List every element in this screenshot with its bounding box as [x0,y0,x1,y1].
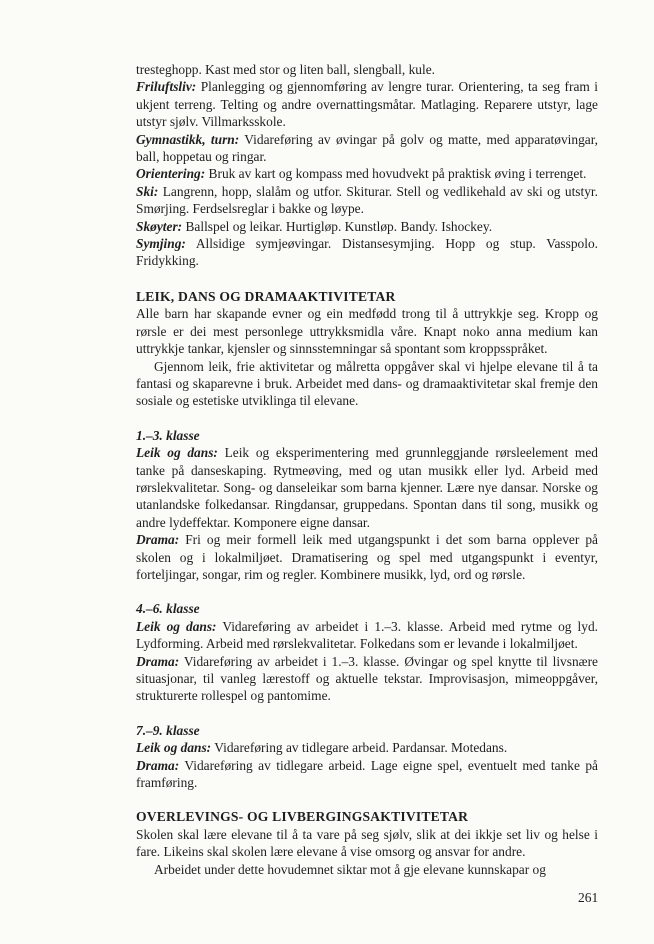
ski-text: Langrenn, hopp, slalåm og utfor. Skiturar. Stell og vedlikehald av ski og utstyr. Smørjing. Ferdselsreglar i bakke og løype. [136,183,598,217]
grade-1-3-drama [136,531,598,583]
dance-text: Vidareføring av tidlegare arbeid. Pardansar. Motedans. [211,740,508,756]
spacer [136,270,598,288]
intro-text: tresteghopp. Kast med stor og liten ball, slengball, kule. [136,62,436,77]
spacer [136,410,598,427]
spacer [136,583,598,600]
section-heading-survival: OVERLEVINGS- OG LIVBERGINGSAKTIVITETAR [136,809,469,825]
skoyter-text: Ballspel og leikar. Hurtigløp. Kunstløp. Bandy. Ishockey. [182,218,493,234]
grade-heading-4-6: 4.–6. klasse [136,601,200,617]
dance-text: Vidareføring av arbeidet i 1.–3. klasse. Arbeid med rytme og lyd. Lydforming. Arbeid med rørslekvalitetar. Folkedans som er levande i lokalmiljøet. [136,618,598,652]
survival-paragraph-2: Arbeidet under dette hovudemnet siktar mot å gje elevane kunnskapar og [154,861,546,877]
intro-line [136,61,598,78]
friluftsliv-label: Friluftsliv: [136,79,197,95]
spacer [136,705,598,722]
symjing-label: Symjing: [136,236,186,252]
gymnastikk-text: Vidareføring av øvingar på golv og matte, med apparatøvingar, ball, hoppetau og ringar. [136,131,598,165]
symjing-paragraph [136,235,598,270]
dance-label: Leik og dans: [136,618,217,634]
dance-paragraph-1: Alle barn har skapande evner og ein medfødd trong til å uttrykkje seg. Kropp og rørsle er dei mest personlege uttrykksmidla våre. Knapt noko anna medium kan uttrykkje tankar, kjensler og sinnsstemningar så spontant som kroppsspråket. [136,306,598,357]
grade-7-9-drama [136,757,598,792]
grade-heading-1-3: 1.–3. klasse [136,427,200,443]
page-number: 261 [578,890,599,905]
gymnastikk-label: Gymnastikk, turn: [136,131,240,147]
dance-label: Leik og dans: [136,740,212,756]
friluftsliv-text: Planlegging og gjennomføring av lengre turar. Orientering, ta seg fram i ukjent terreng. Telting og andre overnattingsmåtar. Matlaging. Reparere utstyr, lage utstyr sjølv. Villmarksskole. [136,79,598,130]
page-body [136,61,598,878]
spacer [136,791,598,808]
drama-label: Drama: [136,757,180,773]
dance-text: Leik og eksperimentering med grunnleggjande rørsleelement med tanke på danseskaping. Rytmeøving, med og utan musikk eller lyd. Arbeid med rørslekvalitetar. Song- og danseleikar som barna kjenner. Lære nye dansar. Norske og utanlandske folkedansar. Ringdansar, gruppedans. Spontan dans til song, musikk og andre lydeffektar. Komponere eigne dansar. [136,445,598,530]
orientering-paragraph [136,165,598,182]
orientering-text: Bruk av kart og kompass med hovudvekt på praktisk øving i terrenget. [205,166,587,182]
drama-text: Fri og meir formell leik med utgangspunkt i det som barna opplever på skolen og i lokalmiljøet. Dramatisering og spel med utgangspunkt i eventyr, forteljingar, songar, rim og regler. Kombinere musikk, lyd, ord og rørsle. [136,532,598,582]
drama-label: Drama: [136,653,180,669]
friluftsliv-paragraph [136,78,598,130]
drama-text: Vidareføring av tidlegare arbeid. Lage eigne spel, eventuelt med tanke på framføring. [136,757,598,791]
dance-label: Leik og dans: [136,445,218,461]
drama-label: Drama: [136,532,180,548]
ski-paragraph [136,183,598,218]
skoyter-label: Skøyter: [136,218,183,234]
ski-label: Ski: [136,183,159,199]
survival-paragraph-1: Skolen skal lære elevane til å ta vare på seg sjølv, slik at dei ikkje set liv og helse i fare. Likeins skal skolen lære elevane å vise omsorg og ansvar for andre. [136,826,598,860]
skoyter-paragraph [136,218,598,235]
grade-4-6-drama [136,653,598,705]
dance-paragraph-2: Gjennom leik, frie aktivitetar og målretta oppgåver skal vi hjelpe elevane til å ta fantasi og skaparevne i bruk. Arbeidet med dans- og dramaaktivitetar skal fremje den sosiale og estetiske utviklinga til elevane. [136,358,598,409]
section-heading-dance: LEIK, DANS OG DRAMAAKTIVITETAR [136,288,396,304]
drama-text: Vidareføring av arbeidet i 1.–3. klasse. Øvingar og spel knytte til livsnære situasjonar, til vanleg lærestoff og aktuelle tekstar. Improvisasjon, mimeoppgåver, strukturerte rollespel og pantomime. [136,653,598,704]
grade-1-3-dance [136,444,598,531]
grade-4-6-dance [136,618,598,653]
orientering-label: Orientering: [136,166,206,182]
grade-7-9-dance [136,739,598,756]
gymnastikk-paragraph [136,131,598,166]
grade-heading-7-9: 7.–9. klasse [136,722,200,738]
symjing-text: Allsidige symjeøvingar. Distansesymjing. Hopp og stup. Vasspolo. Fridykking. [136,236,598,269]
